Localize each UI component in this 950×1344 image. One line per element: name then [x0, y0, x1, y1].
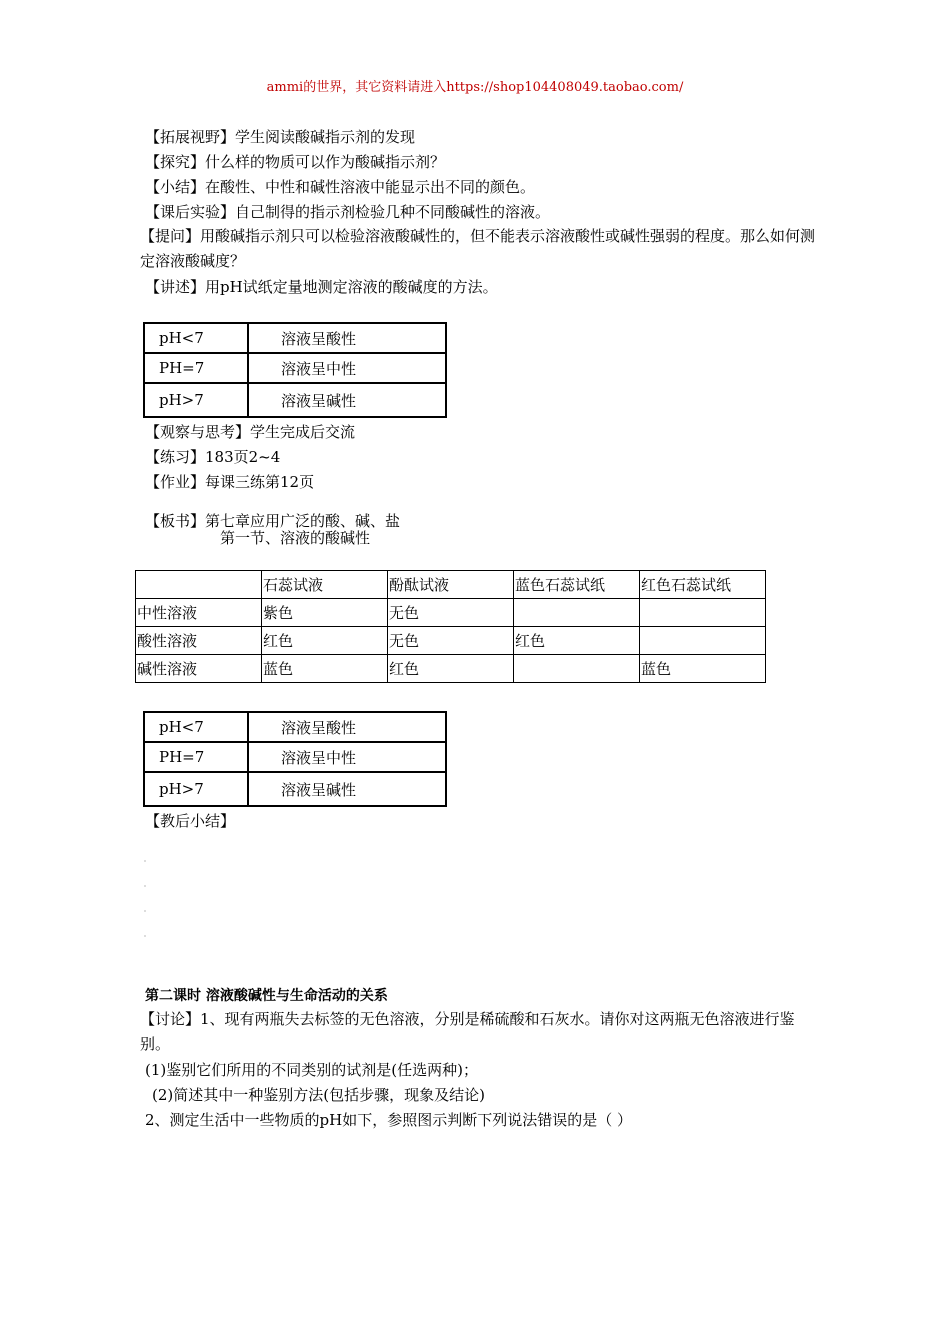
table-row	[144, 353, 446, 383]
ph-table-1	[143, 322, 447, 418]
ph-table-2	[143, 711, 447, 807]
table-row	[144, 323, 446, 353]
table-row	[144, 772, 446, 806]
ph-cell: pH>7	[144, 772, 248, 806]
header-cell: 蓝色石蕊试纸	[514, 571, 640, 599]
desc-cell: 溶液呈酸性	[248, 712, 446, 742]
table-row	[144, 742, 446, 772]
header-cell	[136, 571, 262, 599]
text-question: 【提问】用酸碱指示剂只可以检验溶液酸碱性的，但不能表示溶液酸性或碱性强弱的程度。那么如何测定溶液酸碱度？	[140, 227, 816, 270]
row-label: 酸性溶液	[136, 627, 262, 655]
text-explore: 【探究】什么样的物质可以作为酸碱指示剂？	[145, 153, 446, 171]
text-lecture: 【讲述】用pH试纸定量地测定溶液的酸碱度的方法。	[145, 278, 498, 296]
header-link[interactable]: ammi的世界，其它资料请进入https://shop104408049.taobao.com/	[266, 80, 684, 95]
text-post-class-summary: 【教后小结】	[145, 812, 236, 830]
table-row	[136, 599, 766, 627]
header-cell: 红色石蕊试纸	[640, 571, 766, 599]
blank-line-mark	[144, 935, 146, 937]
header-cell: 石蕊试液	[262, 571, 388, 599]
text-blackboard: 【板书】第七章应用广泛的酸、碱、盐	[145, 512, 401, 530]
table-cell	[514, 655, 640, 683]
ph-cell: pH<7	[144, 323, 248, 353]
text-homework: 【作业】每课三练第12页	[145, 473, 315, 491]
desc-cell: 溶液呈中性	[248, 742, 446, 772]
header-cell: 酚酞试液	[388, 571, 514, 599]
table-cell: 无色	[388, 599, 514, 627]
text-q2: (2)简述其中一种鉴别方法(包括步骤，现象及结论)	[152, 1086, 485, 1104]
row-label: 碱性溶液	[136, 655, 262, 683]
table-row	[144, 383, 446, 417]
blank-line-mark	[144, 860, 146, 862]
desc-cell: 溶液呈中性	[248, 353, 446, 383]
table-cell: 蓝色	[262, 655, 388, 683]
text-observe-think: 【观察与思考】学生完成后交流	[145, 423, 356, 441]
indicator-table	[135, 570, 766, 683]
text-summary: 【小结】在酸性、中性和碱性溶液中能显示出不同的颜色。	[145, 178, 536, 196]
table-row	[136, 655, 766, 683]
table-cell: 红色	[514, 627, 640, 655]
ph-cell: pH>7	[144, 383, 248, 417]
ph-cell: pH<7	[144, 712, 248, 742]
desc-cell: 溶液呈酸性	[248, 323, 446, 353]
table-cell: 无色	[388, 627, 514, 655]
table-cell: 红色	[388, 655, 514, 683]
text-discussion: 【讨论】1、现有两瓶失去标签的无色溶液，分别是稀硫酸和石灰水。请你对这两瓶无色溶液进行鉴别。	[140, 1010, 795, 1053]
text-q3: 2、测定生活中一些物质的pH如下，参照图示判断下列说法错误的是（ ）	[145, 1111, 632, 1129]
text-expand-view: 【拓展视野】学生阅读酸碱指示剂的发现	[145, 128, 416, 146]
text-q1: (1)鉴别它们所用的不同类别的试剂是(任选两种)；	[145, 1061, 478, 1079]
ph-cell: PH=7	[144, 353, 248, 383]
blank-line-mark	[144, 910, 146, 912]
table-cell	[640, 627, 766, 655]
table-cell	[640, 599, 766, 627]
table-cell	[514, 599, 640, 627]
table-cell: 红色	[262, 627, 388, 655]
text-section-title: 第一节、溶液的酸碱性	[220, 529, 371, 547]
table-cell: 蓝色	[640, 655, 766, 683]
ph-cell: PH=7	[144, 742, 248, 772]
row-label: 中性溶液	[136, 599, 262, 627]
text-exercise: 【练习】183页2~4	[145, 448, 281, 466]
table-header-row	[136, 571, 766, 599]
table-row	[136, 627, 766, 655]
table-row	[144, 712, 446, 742]
text-after-class-experiment: 【课后实验】自己制得的指示剂检验几种不同酸碱性的溶液。	[145, 203, 551, 221]
table-cell: 紫色	[262, 599, 388, 627]
section2-title: 第二课时 溶液酸碱性与生命活动的关系	[145, 988, 388, 1004]
desc-cell: 溶液呈碱性	[248, 772, 446, 806]
desc-cell: 溶液呈碱性	[248, 383, 446, 417]
blank-line-mark	[144, 885, 146, 887]
